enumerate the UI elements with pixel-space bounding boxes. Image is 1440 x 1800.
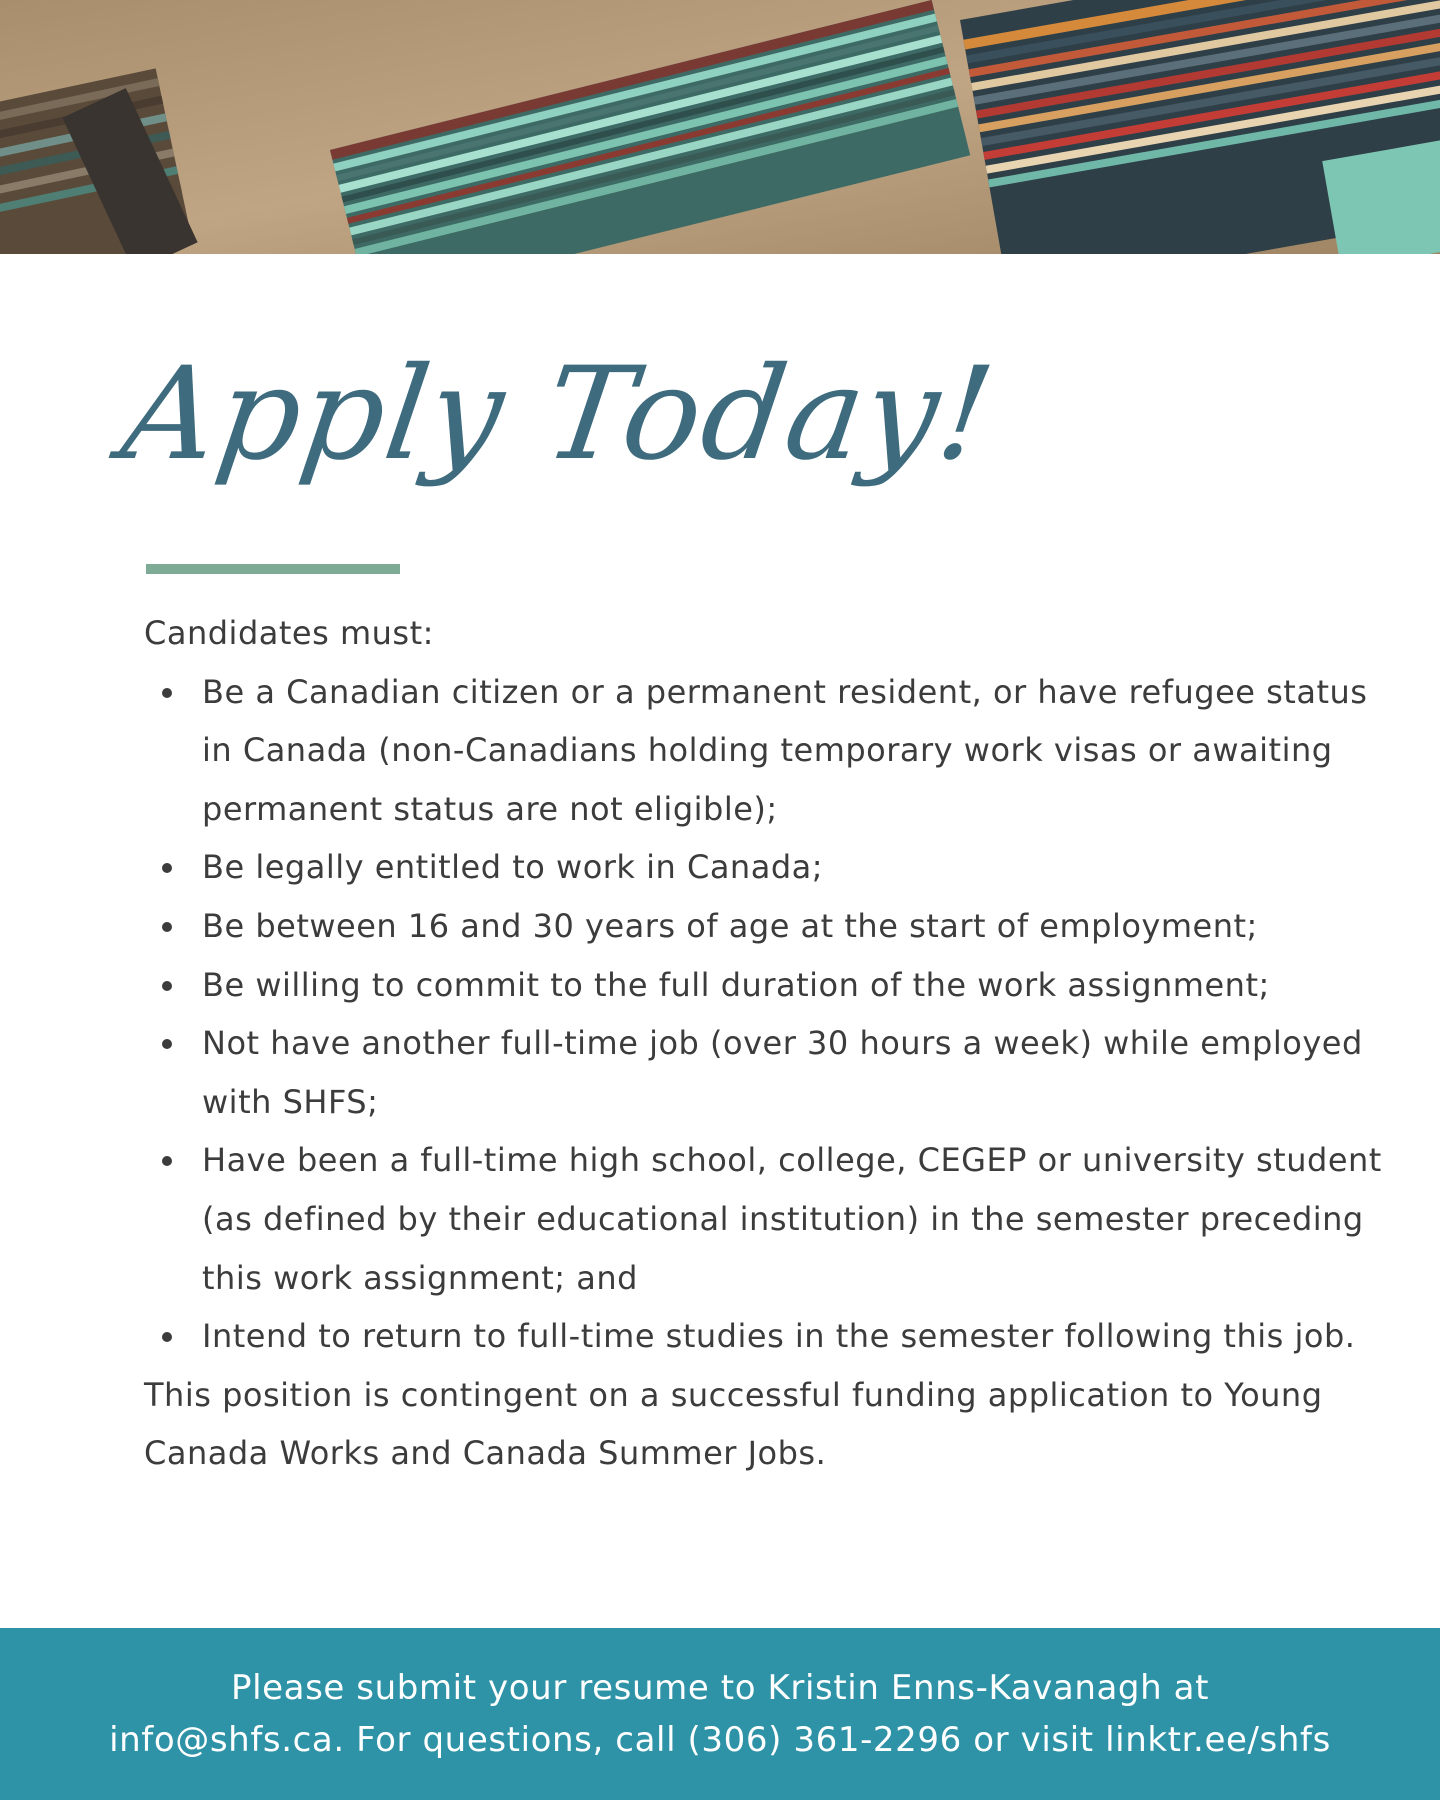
footer-line-1: Please submit your resume to Kristin Enns-Kavanagh at <box>230 1668 1210 1708</box>
funding-note: This position is contingent on a successful funding application to Young Canada Works and Canada Summer Jobs. <box>144 1375 1323 1473</box>
list-item: Be willing to commit to the full duration of the work assignment; <box>144 956 1406 1015</box>
title-divider <box>146 564 400 574</box>
bullet-icon <box>162 1156 172 1166</box>
wooden-blocks-photo <box>0 0 1440 254</box>
page-title-text: Apply Today! <box>113 340 1004 489</box>
list-item: Have been a full-time high school, college, CEGEP or university student (as defined by their educational institution) in the semester preceding this work assignment; and <box>144 1131 1406 1307</box>
contact-footer <box>0 1628 1440 1800</box>
list-item: Not have another full-time job (over 30 hours a week) while employed with SHFS; <box>144 1014 1406 1131</box>
bullet-icon <box>162 1332 172 1342</box>
bullet-icon <box>162 1039 172 1049</box>
requirements-section <box>144 604 1382 1483</box>
list-item: Intend to return to full-time studies in the semester following this job. <box>144 1307 1406 1366</box>
hero-image <box>0 0 1440 254</box>
bullet-icon <box>162 981 172 991</box>
bullet-icon <box>162 863 172 873</box>
requirements-intro: Candidates must: <box>144 614 434 652</box>
footer-line-2: info@shfs.ca. For questions, call (306) 361-2296 or visit linktr.ee/shfs <box>109 1720 1331 1760</box>
list-item: Be legally entitled to work in Canada; <box>144 838 1406 897</box>
requirements-list <box>144 663 1382 1366</box>
list-item: Be between 16 and 30 years of age at the start of employment; <box>144 897 1406 956</box>
bullet-icon <box>162 922 172 932</box>
page-title <box>113 318 1004 528</box>
list-item: Be a Canadian citizen or a permanent resident, or have refugee status in Canada (non-Canadians holding temporary work visas or awaiting permanent status are not eligible); <box>144 663 1406 839</box>
bullet-icon <box>162 688 172 698</box>
